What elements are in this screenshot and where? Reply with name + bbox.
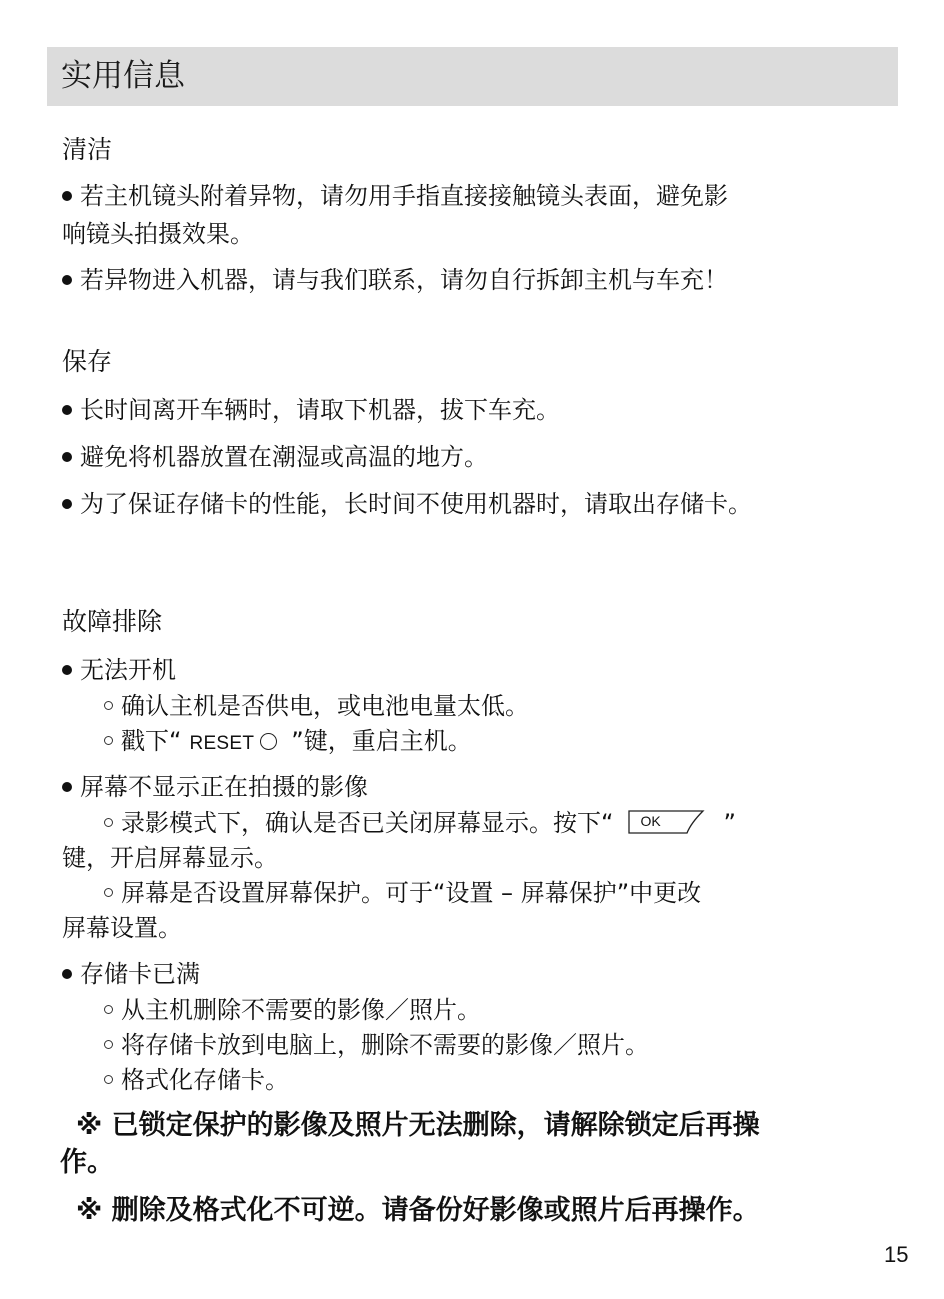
card-full-sub-2 — [104, 1029, 649, 1061]
card-full-sub-1-text: 从主机删除不需要的影像／照片。 — [121, 996, 481, 1024]
screen-sub-1-suffix: ” — [723, 809, 736, 837]
screen-sub-1-prefix: 录影模式下，确认是否已关闭屏幕显示。按下“ — [121, 809, 614, 837]
sub-bullet-icon — [104, 1075, 113, 1084]
storage-item-1 — [62, 394, 560, 426]
card-full-sub-3 — [104, 1064, 289, 1096]
bullet-icon — [62, 405, 72, 415]
sub-bullet-icon — [104, 1005, 113, 1014]
card-full-sub-3-text: 格式化存储卡。 — [121, 1066, 289, 1094]
ok-label: OK — [640, 813, 661, 829]
storage-item-1-text: 长时间离开车辆时，请取下机器，拔下车充。 — [80, 396, 560, 424]
storage-item-2 — [62, 441, 488, 473]
sub-bullet-icon — [104, 736, 113, 745]
storage-item-3-text: 为了保证存储卡的性能，长时间不使用机器时，请取出存储卡。 — [80, 490, 752, 518]
power-issue-title: 无法开机 — [80, 656, 176, 684]
card-full-sub-1 — [104, 994, 481, 1026]
cleaning-heading: 清洁 — [62, 135, 113, 164]
sub-bullet-icon — [104, 701, 113, 710]
page-title: 实用信息 — [61, 58, 185, 94]
cleaning-item-2-text: 若异物进入机器，请与我们联系，请勿自行拆卸主机与车充！ — [80, 266, 728, 294]
power-sub-1-text: 确认主机是否供电，或电池电量太低。 — [121, 692, 529, 720]
storage-heading: 保存 — [62, 347, 113, 376]
sub-bullet-icon — [104, 1040, 113, 1049]
cleaning-item-1-line-2: 响镜头拍摄效果。 — [62, 220, 254, 248]
power-sub-2 — [104, 725, 472, 760]
reset-label: RESET — [189, 733, 255, 754]
card-full-issue — [62, 958, 200, 990]
note-1-line-1: ※ 已锁定保护的影像及照片无法删除，请解除锁定后再操 — [76, 1110, 760, 1141]
card-full-title: 存储卡已满 — [80, 960, 200, 988]
screen-sub-2-line-1: 屏幕是否设置屏幕保护。可于“设置 – 屏幕保护”中更改 — [121, 879, 702, 907]
power-sub-2-suffix: ”键，重启主机。 — [291, 727, 472, 755]
note-2: ※ 删除及格式化不可逆。请备份好影像或照片后再操作。 — [76, 1195, 760, 1226]
section-header — [47, 47, 898, 106]
bullet-icon — [62, 275, 72, 285]
screen-issue — [62, 771, 368, 803]
power-sub-2-prefix: 戳下“ — [121, 727, 182, 755]
cleaning-item-1 — [62, 180, 728, 212]
troubleshooting-heading: 故障排除 — [62, 607, 163, 636]
reset-button-icon — [260, 733, 277, 750]
power-issue — [62, 654, 176, 686]
cleaning-item-2 — [62, 264, 728, 296]
cleaning-item-1-line-1: 若主机镜头附着异物，请勿用手指直接接触镜头表面，避免影 — [80, 182, 728, 210]
bullet-icon — [62, 499, 72, 509]
sub-bullet-icon — [104, 818, 113, 827]
power-sub-1 — [104, 690, 529, 722]
screen-sub-2-line-2: 屏幕设置。 — [62, 914, 182, 942]
page-number: 15 — [884, 1242, 909, 1267]
bullet-icon — [62, 782, 72, 792]
bullet-icon — [62, 665, 72, 675]
screen-issue-title: 屏幕不显示正在拍摄的影像 — [80, 773, 368, 801]
storage-item-2-text: 避免将机器放置在潮湿或高温的地方。 — [80, 443, 488, 471]
screen-sub-2 — [104, 877, 701, 909]
sub-bullet-icon — [104, 888, 113, 897]
bullet-icon — [62, 452, 72, 462]
storage-item-3 — [62, 488, 752, 520]
note-1-line-2: 作。 — [60, 1147, 114, 1178]
bullet-icon — [62, 191, 72, 201]
screen-sub-1-line-2: 键，开启屏幕显示。 — [62, 844, 278, 872]
ok-button-icon — [627, 809, 709, 835]
card-full-sub-2-text: 将存储卡放到电脑上，删除不需要的影像／照片。 — [121, 1031, 649, 1059]
screen-sub-1 — [104, 807, 736, 839]
bullet-icon — [62, 969, 72, 979]
